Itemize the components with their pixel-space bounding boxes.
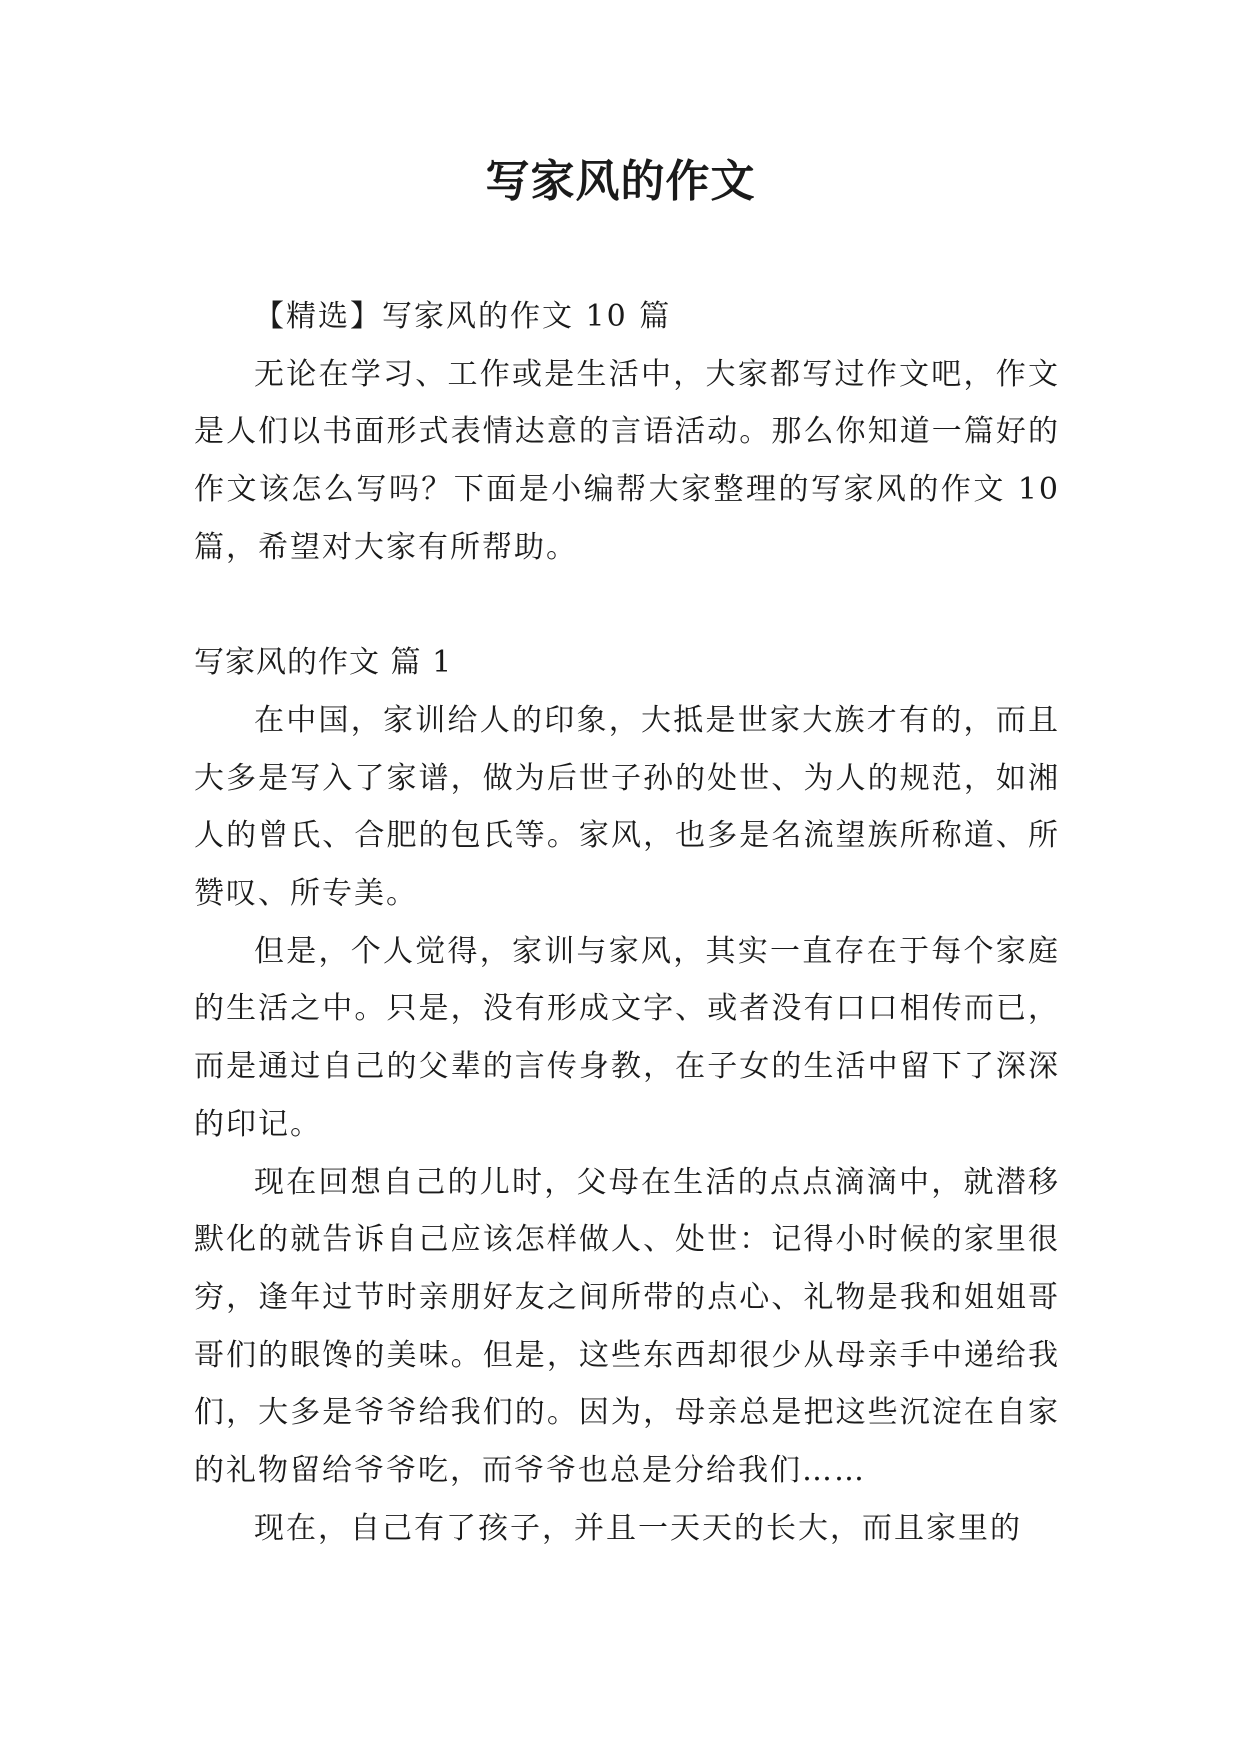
lead-line: 【精选】写家风的作文 10 篇	[254, 299, 672, 334]
body-paragraph: 现在，自己有了孩子，并且一天天的长大，而且家里的	[254, 1510, 1022, 1546]
section-heading: 写家风的作文 篇 1	[194, 645, 453, 681]
body-paragraph: 在中国，家训给人的印象，大抵是世家大族才有的，而且大多是写入了家谱，做为后世子孙的处世、为人的规范，如湘人的曾氏、合肥的包氏等。家风，也多是名流望族所称道、所赞叹、所专美。	[194, 702, 1060, 912]
body-paragraph: 现在回想自己的儿时，父母在生活的点点滴滴中，就潜移默化的就告诉自己应该怎样做人、处世：记得小时候的家里很穷，逢年过节时亲朋好友之间所带的点心、礼物是我和姐姐哥哥们的眼馋的美味。但是，这些东西却很少从母亲手中递给我们，大多是爷爷给我们的。因为，母亲总是把这些沉淀在自家的礼物留给爷爷吃，而爷爷也总是分给我们……	[194, 1164, 1060, 1489]
body-paragraph: 但是，个人觉得，家训与家风，其实一直存在于每个家庭的生活之中。只是，没有形成文字、或者没有口口相传而已，而是通过自己的父辈的言传身教，在子女的生活中留下了深深的印记。	[194, 933, 1060, 1142]
document-body	[194, 288, 1060, 1557]
document-title: 写家风的作文	[485, 156, 756, 207]
intro-paragraph: 无论在学习、工作或是生活中，大家都写过作文吧，作文是人们以书面形式表情达意的言语活动。那么你知道一篇好的作文该怎么写吗？下面是小编帮大家整理的写家风的作文 10 篇，希望对大家有所帮助。	[194, 356, 1060, 565]
